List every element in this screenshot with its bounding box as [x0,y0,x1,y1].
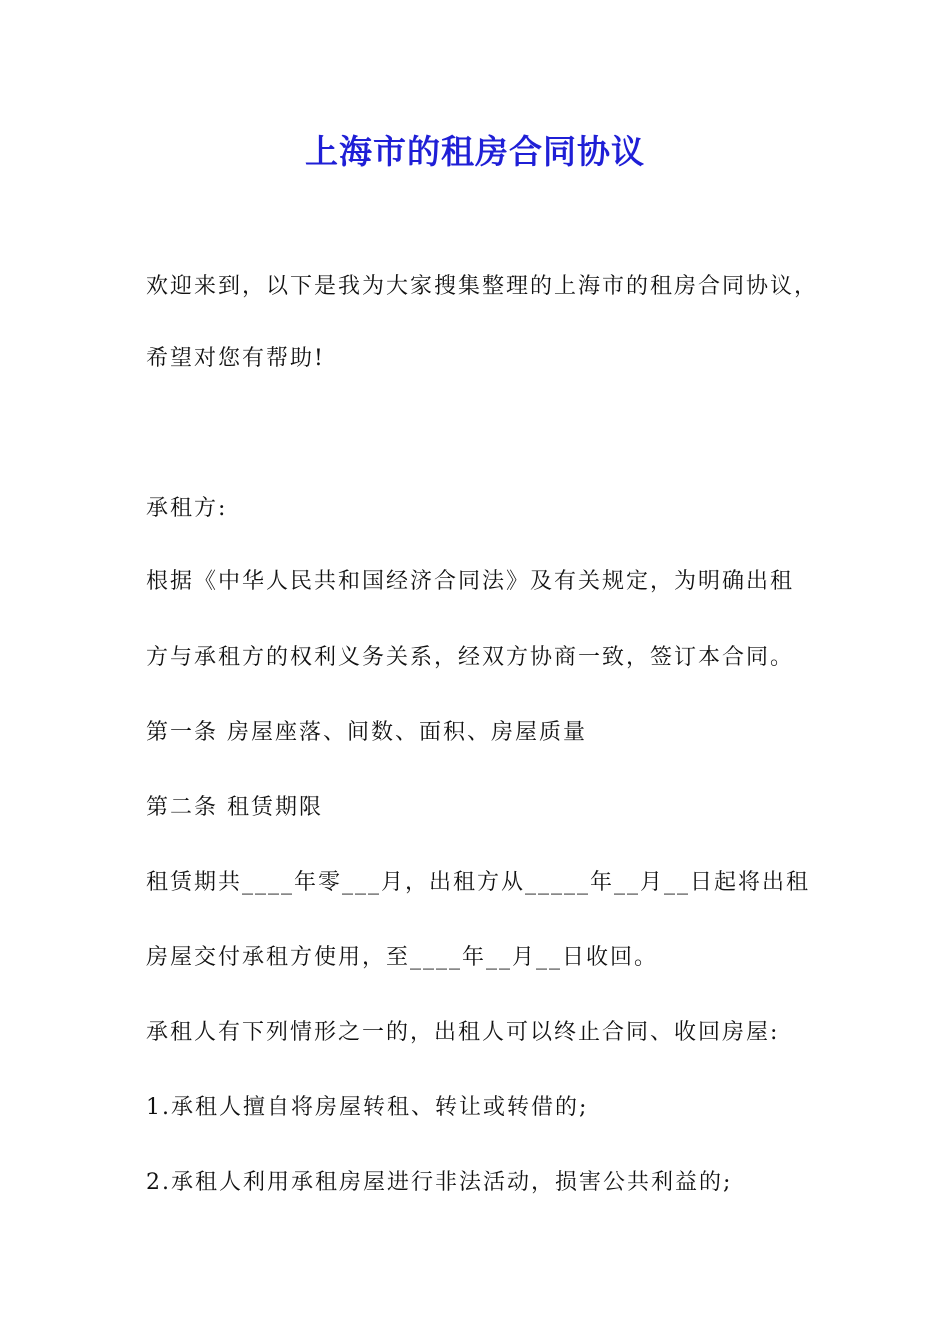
document-title: 上海市的租房合同协议 [305,132,645,171]
intro-line-1: 欢迎来到，以下是我为大家搜集整理的上海市的租房合同协议， [146,274,819,299]
article-one-heading: 第一条 房屋座落、间数、面积、房屋质量 [146,720,587,745]
paragraph-line: 租赁期共____年零___月，出租方从_____年__月__日起将出租 [146,870,811,895]
article-two-heading: 第二条 租赁期限 [146,795,323,820]
list-item: 1.承租人擅自将房屋转租、转让或转借的; [146,1095,589,1120]
list-item: 2.承租人利用承租房屋进行非法活动，损害公共利益的; [146,1170,733,1195]
paragraph-line: 承租人有下列情形之一的，出租人可以终止合同、收回房屋: [146,1020,780,1045]
intro-line-2: 希望对您有帮助! [146,346,325,371]
lessee-label: 承租方: [146,496,228,521]
paragraph-line: 根据《中华人民共和国经济合同法》及有关规定，为明确出租 [146,569,795,594]
paragraph-line: 方与承租方的权利义务关系，经双方协商一致，签订本合同。 [146,645,795,670]
paragraph-line: 房屋交付承租方使用，至____年__月__日收回。 [146,945,659,970]
